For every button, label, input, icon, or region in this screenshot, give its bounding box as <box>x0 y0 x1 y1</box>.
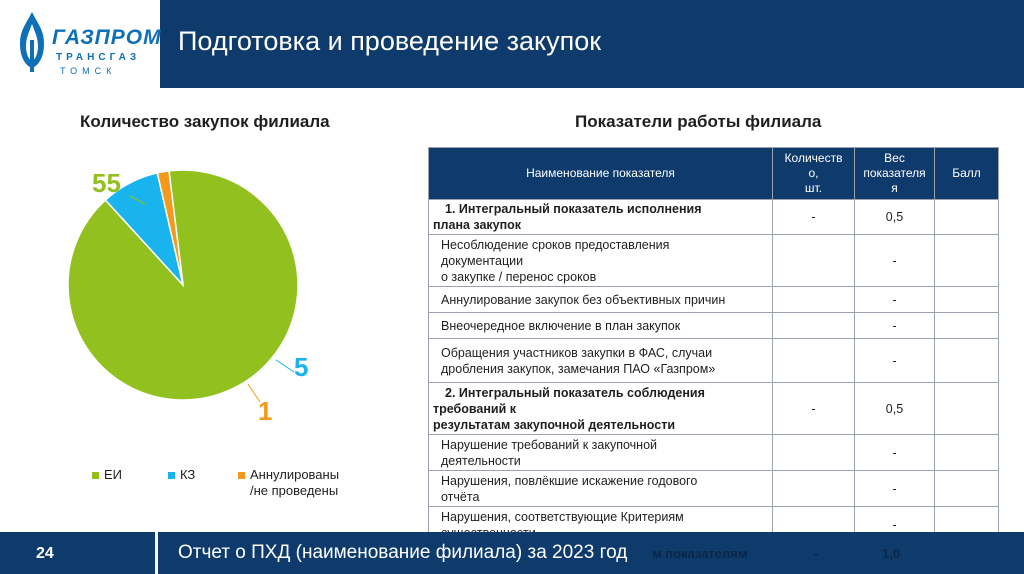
row-count <box>773 471 855 507</box>
pie-legend <box>92 467 382 507</box>
logo-subsidiary: ТРАНСГАЗ <box>56 52 141 63</box>
row-count <box>773 313 855 339</box>
row-name-l1: Обращения участников закупки в ФАС, случаи <box>441 345 713 360</box>
table-row <box>429 339 999 383</box>
row-score <box>935 339 999 383</box>
row-name <box>429 339 773 383</box>
logo-word: ГАЗПРОМ <box>52 26 162 49</box>
legend-item-kz <box>168 467 195 483</box>
row-name-l1: Нарушения, повлёкшие искажение годового <box>441 473 698 488</box>
header-weight-l3: я <box>891 181 898 195</box>
row-name-l1: 1. Интегральный показатель исполнения <box>445 202 702 216</box>
row-name-l2: документации <box>441 253 524 268</box>
row-name <box>429 200 773 235</box>
header-score: Балл <box>935 148 999 200</box>
table-header-row <box>429 148 999 200</box>
legend-item-ei <box>92 467 122 483</box>
table-row <box>429 235 999 287</box>
header-count-l3: шт. <box>804 181 823 195</box>
row-name-l2: дробления закупок, замечания ПАО «Газпром» <box>441 361 716 376</box>
table-row <box>429 383 999 435</box>
header-weight <box>855 148 935 200</box>
page-number-box <box>0 532 150 574</box>
table-section-title: Показатели работы филиала <box>575 112 822 131</box>
row-weight: - <box>855 471 935 507</box>
table-total-weight: 1,0 <box>882 546 901 561</box>
row-name-l1: Нарушение требований к закупочной <box>441 437 658 452</box>
footer-divider <box>155 532 158 574</box>
row-weight: - <box>855 287 935 313</box>
legend-label-cancelled-line1: Аннулированы <box>250 467 340 482</box>
row-score <box>935 471 999 507</box>
slide-footer <box>0 532 1024 574</box>
slide-title: Подготовка и проведение закупок <box>178 26 602 56</box>
row-score <box>935 200 999 235</box>
legend-swatch-cancelled <box>238 472 245 479</box>
header-count <box>773 148 855 200</box>
row-weight: - <box>855 313 935 339</box>
legend-label-ei: ЕИ <box>104 467 123 482</box>
row-weight: - <box>855 235 935 287</box>
row-name-l1: 2. Интегральный показатель соблюдения <box>445 385 705 400</box>
company-logo <box>0 0 160 88</box>
row-count <box>773 235 855 287</box>
pie-section-title: Количество закупок филиала <box>80 112 330 131</box>
row-name <box>429 235 773 287</box>
row-count <box>773 287 855 313</box>
row-name-l2: требований к <box>433 401 517 416</box>
header-count-l1: Количеств <box>784 151 843 165</box>
row-name-l2: отчёта <box>441 489 480 504</box>
legend-label-kz: КЗ <box>180 467 196 482</box>
pie-leader-line-kz <box>276 360 294 372</box>
row-name-l1: Нарушения, соответствующие Критериям <box>441 509 684 524</box>
table-total-count: - <box>814 546 819 561</box>
header-weight-l2: показателя <box>863 166 926 180</box>
table-row <box>429 435 999 471</box>
indicators-table <box>428 147 999 543</box>
legend-item-cancelled <box>238 467 339 499</box>
row-weight: - <box>855 435 935 471</box>
row-weight: 0,5 <box>855 200 935 235</box>
table-row <box>429 287 999 313</box>
row-name-l3: результатам закупочной деятельности <box>433 417 676 432</box>
row-count <box>773 435 855 471</box>
row-weight: - <box>855 339 935 383</box>
row-score <box>935 235 999 287</box>
row-score <box>935 435 999 471</box>
row-score <box>935 313 999 339</box>
row-count <box>773 339 855 383</box>
row-score <box>935 287 999 313</box>
gazprom-flame-icon <box>12 10 52 74</box>
row-name: Аннулирование закупок без объективных причин <box>429 287 773 313</box>
row-count: - <box>773 200 855 235</box>
row-name-l3: о закупке / перенос сроков <box>441 269 597 284</box>
row-name <box>429 435 773 471</box>
row-name: Внеочередное включение в план закупок <box>429 313 773 339</box>
legend-label-cancelled <box>250 467 339 499</box>
legend-swatch-kz <box>168 472 175 479</box>
logo-city: ТОМСК <box>60 66 117 76</box>
table-row <box>429 200 999 235</box>
pie-data-label-ei: 55 <box>92 168 121 198</box>
table-row <box>429 471 999 507</box>
row-weight: - <box>855 507 935 543</box>
table-row <box>429 313 999 339</box>
header-count-l2: о, <box>808 166 819 180</box>
slide-header <box>0 0 1024 88</box>
pie-data-label-kz: 5 <box>294 352 309 382</box>
row-name-l2: плана закупок <box>433 218 522 232</box>
table-total-label: м показателям <box>652 546 748 561</box>
row-name-l1: Несоблюдение сроков предоставления <box>441 237 670 252</box>
pie-data-label-cancelled: 1 <box>258 396 273 426</box>
row-name <box>429 471 773 507</box>
header-weight-l1: Вес <box>884 151 905 165</box>
legend-label-cancelled-line2: /не проведены <box>250 483 339 498</box>
pie-chart <box>40 162 370 442</box>
row-name <box>429 383 773 435</box>
row-count: - <box>773 383 855 435</box>
row-score <box>935 383 999 435</box>
pie-chart-svg <box>40 162 370 442</box>
header-name: Наименование показателя <box>429 148 773 200</box>
page-number: 24 <box>36 545 54 562</box>
row-name-l2: деятельности <box>441 453 521 468</box>
footer-text: Отчет о ПХД (наименование филиала) за 2023 год <box>178 542 628 563</box>
row-weight: 0,5 <box>855 383 935 435</box>
legend-swatch-ei <box>92 472 99 479</box>
